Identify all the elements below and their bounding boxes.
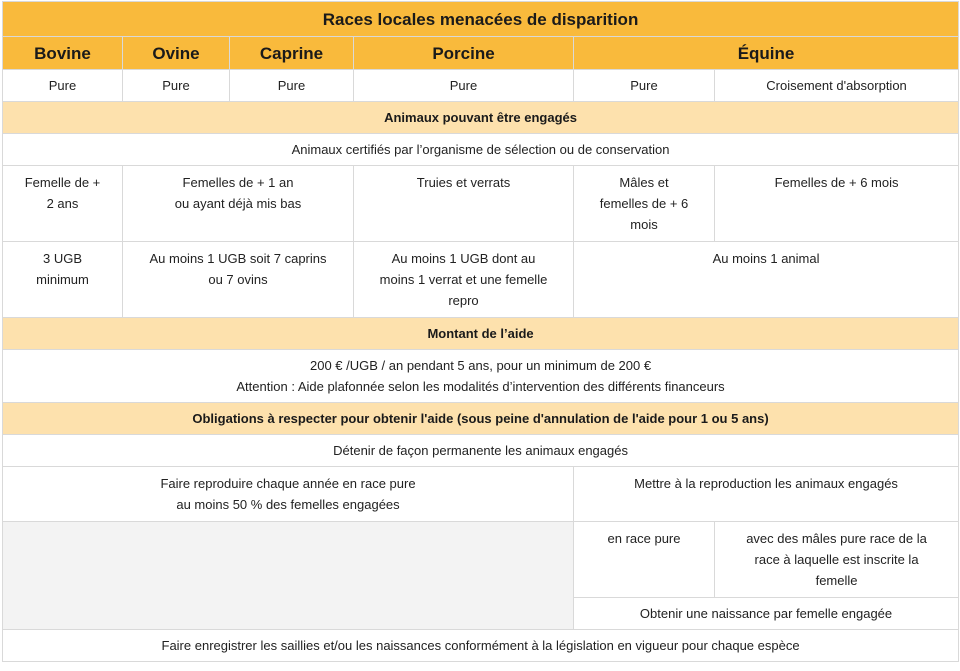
eligible-equine-cross: Femelles de + 6 mois [715, 166, 959, 242]
amount-text [3, 350, 959, 403]
eligible-ovine-caprine-line: ou ayant déjà mis bas [174, 196, 302, 211]
species-equine: Équine [574, 37, 959, 70]
obligation-hold-text: Détenir de façon permanente les animaux engagés [3, 435, 959, 467]
equine-cross-males-line: avec des mâles pure race de la [746, 531, 927, 546]
obligation-reproduce-line: Faire reproduire chaque année en race pure [160, 476, 416, 491]
equine-pure-race-text: en race pure [574, 522, 715, 598]
species-caprine: Caprine [230, 37, 354, 70]
race-type-equine-pure: Pure [574, 70, 715, 102]
species-porcine: Porcine [354, 37, 574, 70]
race-type-equine-cross: Croisement d'absorption [715, 70, 959, 102]
certified-row [3, 134, 959, 166]
section-heading-obligations: Obligations à respecter pour obtenir l'aide (sous peine d'annulation de l'aide pour 1 ou 5 ans) [3, 403, 959, 435]
obligation-register-text: Faire enregistrer les saillies et/ou les naissances conformément à la législation en vigueur pour chaque espèce [3, 630, 959, 662]
eligible-porcine: Truies et verrats [354, 166, 574, 242]
amount-row [3, 350, 959, 403]
section-heading-amount: Montant de l’aide [3, 318, 959, 350]
species-header-row [3, 37, 959, 70]
minimum-porcine-line: Au moins 1 UGB dont au [391, 251, 536, 266]
race-type-bovine: Pure [3, 70, 123, 102]
obligation-hold-row [3, 435, 959, 467]
race-type-ovine: Pure [123, 70, 230, 102]
certified-animals-text: Animaux certifiés par l’organisme de sélection ou de conservation [3, 134, 959, 166]
minimum-ovine-caprine-line: ou 7 ovins [208, 272, 268, 287]
minimum-porcine [354, 242, 574, 318]
section-row-animals [3, 102, 959, 134]
eligible-bovine-line: 2 ans [46, 196, 79, 211]
minimum-porcine-line: repro [448, 293, 479, 308]
equine-cross-males-line: race à laquelle est inscrite la [754, 552, 919, 567]
species-bovine: Bovine [3, 37, 123, 70]
equine-reproduction-row [3, 522, 959, 598]
equine-cross-males-line: femelle [815, 573, 858, 588]
section-row-obligations [3, 403, 959, 435]
species-ovine: Ovine [123, 37, 230, 70]
race-type-caprine: Pure [230, 70, 354, 102]
minimum-bovine [3, 242, 123, 318]
minimum-bovine-line: minimum [36, 272, 89, 287]
eligible-ovine-caprine-line: Femelles de + 1 an [182, 175, 294, 190]
race-type-porcine: Pure [354, 70, 574, 102]
aid-conditions-table [2, 1, 959, 662]
empty-grey-cell [3, 522, 574, 630]
title-row [3, 2, 959, 37]
equine-cross-males-text [715, 522, 959, 598]
table-title: Races locales menacées de disparition [3, 2, 959, 37]
obligation-reproduce-row [3, 467, 959, 522]
minimum-ovine-caprine [123, 242, 354, 318]
minimum-row [3, 242, 959, 318]
eligible-ovine-caprine [123, 166, 354, 242]
eligible-equine-pure-line: Mâles et [619, 175, 669, 190]
eligible-bovine-line: Femelle de + [24, 175, 101, 190]
eligible-animals-row [3, 166, 959, 242]
section-row-amount [3, 318, 959, 350]
minimum-equine: Au moins 1 animal [574, 242, 959, 318]
minimum-porcine-line: moins 1 verrat et une femelle [379, 272, 548, 287]
section-heading-animals: Animaux pouvant être engagés [3, 102, 959, 134]
race-type-row [3, 70, 959, 102]
eligible-bovine [3, 166, 123, 242]
eligible-equine-pure-line: femelles de + 6 [599, 196, 689, 211]
amount-line: 200 € /UGB / an pendant 5 ans, pour un minimum de 200 € [309, 358, 652, 373]
amount-warning-line: Attention : Aide plafonnée selon les modalités d’intervention des différents financeurs [236, 379, 725, 394]
obligation-reproduce-text [3, 467, 574, 522]
obligation-birth-text: Obtenir une naissance par femelle engagée [574, 598, 959, 630]
minimum-ovine-caprine-line: Au moins 1 UGB soit 7 caprins [149, 251, 327, 266]
minimum-bovine-line: 3 UGB [42, 251, 82, 266]
eligible-equine-pure-line: mois [630, 217, 658, 232]
eligible-equine-pure [574, 166, 715, 242]
obligation-equine-text: Mettre à la reproduction les animaux engagés [574, 467, 959, 522]
obligation-register-row [3, 630, 959, 662]
obligation-reproduce-line: au moins 50 % des femelles engagées [176, 497, 400, 512]
